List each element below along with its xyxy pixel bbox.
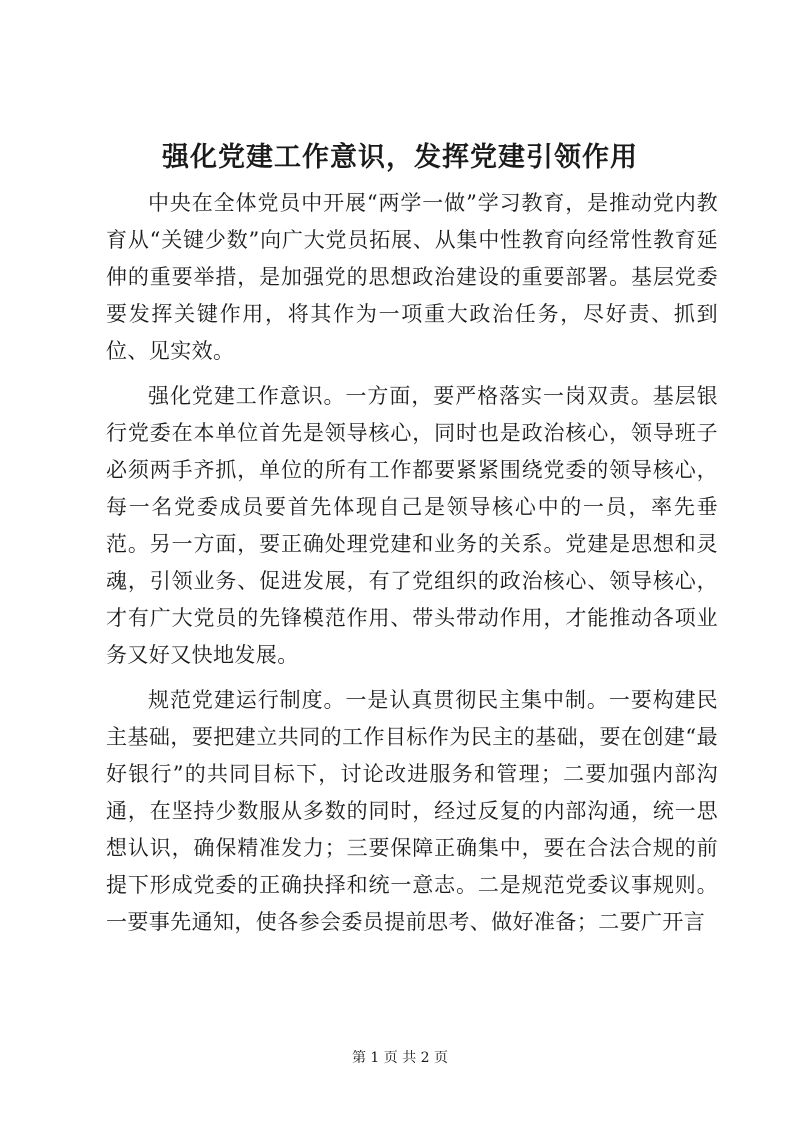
paragraph-intro: 中央在全体党员中开展“两学一做”学习教育，是推动党内教育从“关键少数”向广大党员拓展、从集中性教育向经常性教育延伸的重要举措，是加强党的思想政治建设的重要部署。基层党委要发挥关键作用，将其作为一项重大政治任务，尽好责、抓到位、见实效。 — [106, 191, 718, 363]
document-body — [106, 185, 718, 949]
page-footer: 第 1 页 共 2 页 — [351, 1050, 449, 1066]
document-title: 强化党建工作意识，发挥党建引领作用 — [162, 142, 638, 173]
paragraph-operating-system: 规范党建运行制度。一是认真贯彻民主集中制。一要构建民主基础，要把建立共同的工作目标作为民主的基础，要在创建“最好银行”的共同目标下，讨论改进服务和管理；二要加强内部沟通，在坚持少数服从多数的同时，经过反复的内部沟通，统一思想认识，确保精准发力；三要保障正确集中，要在合法合规的前提下形成党委的正确抉择和统一意志。二是规范党委议事规则。一要事先通知，使各参会委员提前思考、做好准备；二要广开言 — [106, 688, 718, 934]
paragraph-party-awareness: 强化党建工作意识。一方面，要严格落实一岗双责。基层银行党委在本单位首先是领导核心，同时也是政治核心，领导班子必须两手齐抓，单位的所有工作都要紧紧围绕党委的领导核心，每一名党委成员要首先体现自己是领导核心中的一员，率先垂范。另一方面，要正确处理党建和业务的关系。党建是思想和灵魂，引领业务、促进发展，有了党组织的政治核心、领导核心，才有广大党员的先锋模范作用、带头带动作用，才能推动各项业务又好又快地发展。 — [106, 384, 718, 667]
